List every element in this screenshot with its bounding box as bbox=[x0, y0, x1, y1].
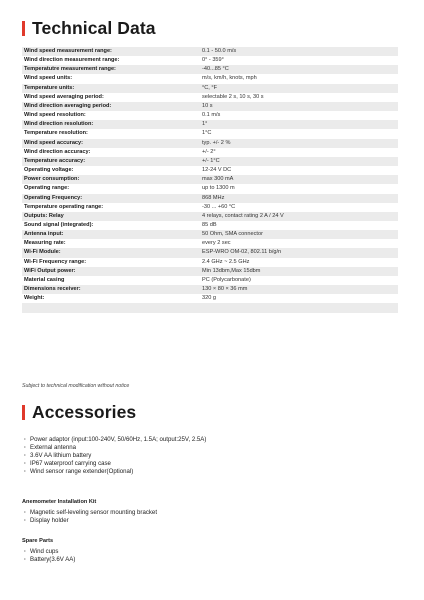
technical-data-heading bbox=[22, 20, 156, 38]
accent-bar bbox=[22, 21, 25, 36]
spec-key: Material casing bbox=[24, 276, 65, 283]
spec-key: Outputs: Relay bbox=[22, 212, 200, 221]
spec-row bbox=[22, 129, 398, 138]
spec-key: Wi-Fi Frequency range: bbox=[24, 258, 87, 265]
spec-value: 1° bbox=[200, 120, 398, 129]
spec-value: up to 1300 m bbox=[202, 185, 235, 192]
list-item: · Wind sensor range extender(Optional) bbox=[24, 468, 206, 476]
spec-row bbox=[22, 294, 398, 303]
spec-key: Wind speed averaging period: bbox=[24, 93, 104, 100]
spec-row bbox=[22, 157, 398, 166]
spec-key: Wi-Fi Module: bbox=[22, 248, 200, 257]
spec-row bbox=[22, 148, 398, 157]
spec-key: Operating Frequency: bbox=[22, 194, 200, 203]
spec-value: typ. +/- 2 % bbox=[200, 139, 398, 148]
spec-row bbox=[22, 166, 398, 175]
spec-key: Temperature operating range: bbox=[24, 203, 104, 210]
spec-row bbox=[22, 47, 398, 56]
spec-row bbox=[22, 258, 398, 267]
spec-row bbox=[22, 248, 398, 257]
list-item: · IP67 waterproof carrying case bbox=[24, 460, 206, 468]
spec-row bbox=[22, 74, 398, 83]
spec-value: 50 Ohm, SMA connector bbox=[200, 230, 398, 239]
spec-key: Dimensions receiver: bbox=[22, 285, 200, 294]
installation-kit-list bbox=[24, 509, 157, 525]
spec-row bbox=[22, 194, 398, 203]
spec-row-empty bbox=[22, 303, 398, 312]
spec-value: Min 13dbm,Max 15dbm bbox=[200, 267, 398, 276]
list-item: · External antenna bbox=[24, 444, 206, 452]
spec-key: Wind direction averaging period: bbox=[22, 102, 200, 111]
spec-value: -40...85 °C bbox=[200, 65, 398, 74]
spec-row bbox=[22, 56, 398, 65]
accent-bar bbox=[22, 405, 25, 420]
spec-value: 10 s bbox=[200, 102, 398, 111]
spec-value: -30 ... +60 °C bbox=[202, 203, 236, 210]
spec-row bbox=[22, 65, 398, 74]
list-item: · 3.6V AA lithium battery bbox=[24, 452, 206, 460]
list-item: · Display holder bbox=[24, 517, 157, 525]
spec-value: 1°C bbox=[202, 130, 212, 137]
spec-row bbox=[22, 175, 398, 184]
spec-value: 12-24 V DC bbox=[202, 167, 232, 174]
spec-value: 0.1 m/s bbox=[202, 112, 221, 119]
spec-key: Wind direction resolution: bbox=[22, 120, 200, 129]
spec-table bbox=[22, 47, 398, 313]
spec-value: 320 g bbox=[202, 295, 216, 302]
spec-row bbox=[22, 230, 398, 239]
spare-parts-list bbox=[24, 548, 75, 564]
spec-key: Temperatutre measurement range: bbox=[22, 65, 200, 74]
spec-key: Temperature resolution: bbox=[24, 130, 88, 137]
spec-key: Temperature units: bbox=[22, 84, 200, 93]
spec-key: Wind speed measurement range: bbox=[22, 47, 200, 56]
spare-parts-heading: Spare Parts bbox=[22, 538, 54, 544]
spec-value: every 2 sec bbox=[202, 240, 231, 247]
modification-notice: Subject to technical modification without notice bbox=[22, 383, 130, 389]
spec-value: selectable 2 s, 10 s, 30 s bbox=[202, 93, 264, 100]
spec-row bbox=[22, 267, 398, 276]
spec-key: Temperature accuracy: bbox=[22, 157, 200, 166]
spec-value: +/- 1°C bbox=[200, 157, 398, 166]
list-item: · Power adaptor (input:100-240V, 50/60Hz, 1.5A; output:25V, 2.5A) bbox=[24, 436, 206, 444]
spec-row bbox=[22, 239, 398, 248]
spec-value: max 300 mA bbox=[200, 175, 398, 184]
spec-value: °C, °F bbox=[200, 84, 398, 93]
technical-data-title: Technical Data bbox=[32, 18, 156, 38]
spec-row bbox=[22, 111, 398, 120]
accessories-title: Accessories bbox=[32, 402, 137, 422]
spec-row bbox=[22, 93, 398, 102]
spec-row bbox=[22, 276, 398, 285]
spec-value: 4 relays, contact rating 2 A / 24 V bbox=[200, 212, 398, 221]
accessories-heading bbox=[22, 404, 136, 422]
spec-row bbox=[22, 221, 398, 230]
spec-key: Wind direction accuracy: bbox=[24, 148, 91, 155]
spec-value: +/- 2° bbox=[202, 148, 216, 155]
spec-value: 2.4 GHz ~ 2.5 GHz bbox=[202, 258, 250, 265]
spec-key: Wind direction measurement range: bbox=[24, 57, 120, 64]
list-item: · Magnetic self-leveling sensor mounting bracket bbox=[24, 509, 157, 517]
spec-key: Antenna input: bbox=[22, 230, 200, 239]
spec-row bbox=[22, 139, 398, 148]
spec-value: 0.1 - 50.0 m/s bbox=[200, 47, 398, 56]
spec-key: Power consumption: bbox=[22, 175, 200, 184]
spec-value: ESP-WRO OM-02, 802.11 b/g/n bbox=[200, 248, 398, 257]
spec-row bbox=[22, 212, 398, 221]
spec-key: Operating range: bbox=[24, 185, 70, 192]
accessories-list bbox=[24, 436, 206, 476]
spec-key: Sound signal (integrated): bbox=[24, 221, 94, 228]
spec-key: Operating voltage: bbox=[24, 167, 74, 174]
list-item: · Battery(3.6V AA) bbox=[24, 556, 75, 564]
list-item: · Wind cups bbox=[24, 548, 75, 556]
spec-row bbox=[22, 120, 398, 129]
spec-value: PC (Polycarbonate) bbox=[202, 276, 251, 283]
spec-row bbox=[22, 285, 398, 294]
installation-kit-heading: Anemometer Installation Kit bbox=[22, 499, 97, 505]
spec-key: Wind speed accuracy: bbox=[22, 139, 200, 148]
spec-key: WiFi Output power: bbox=[22, 267, 200, 276]
spec-key: Weight: bbox=[24, 295, 45, 302]
spec-key: Measuring rate: bbox=[24, 240, 66, 247]
spec-row bbox=[22, 102, 398, 111]
spec-key: Wind speed resolution: bbox=[24, 112, 86, 119]
spec-value: 0° - 359° bbox=[202, 57, 224, 64]
spec-value: 85 dB bbox=[202, 221, 217, 228]
spec-value: 868 MHz bbox=[200, 194, 398, 203]
spec-row bbox=[22, 203, 398, 212]
spec-value: m/s, km/h, knots, mph bbox=[202, 75, 257, 82]
spec-row bbox=[22, 84, 398, 93]
spec-row bbox=[22, 184, 398, 193]
spec-key: Wind speed units: bbox=[24, 75, 73, 82]
spec-value: 130 × 80 × 36 mm bbox=[200, 285, 398, 294]
